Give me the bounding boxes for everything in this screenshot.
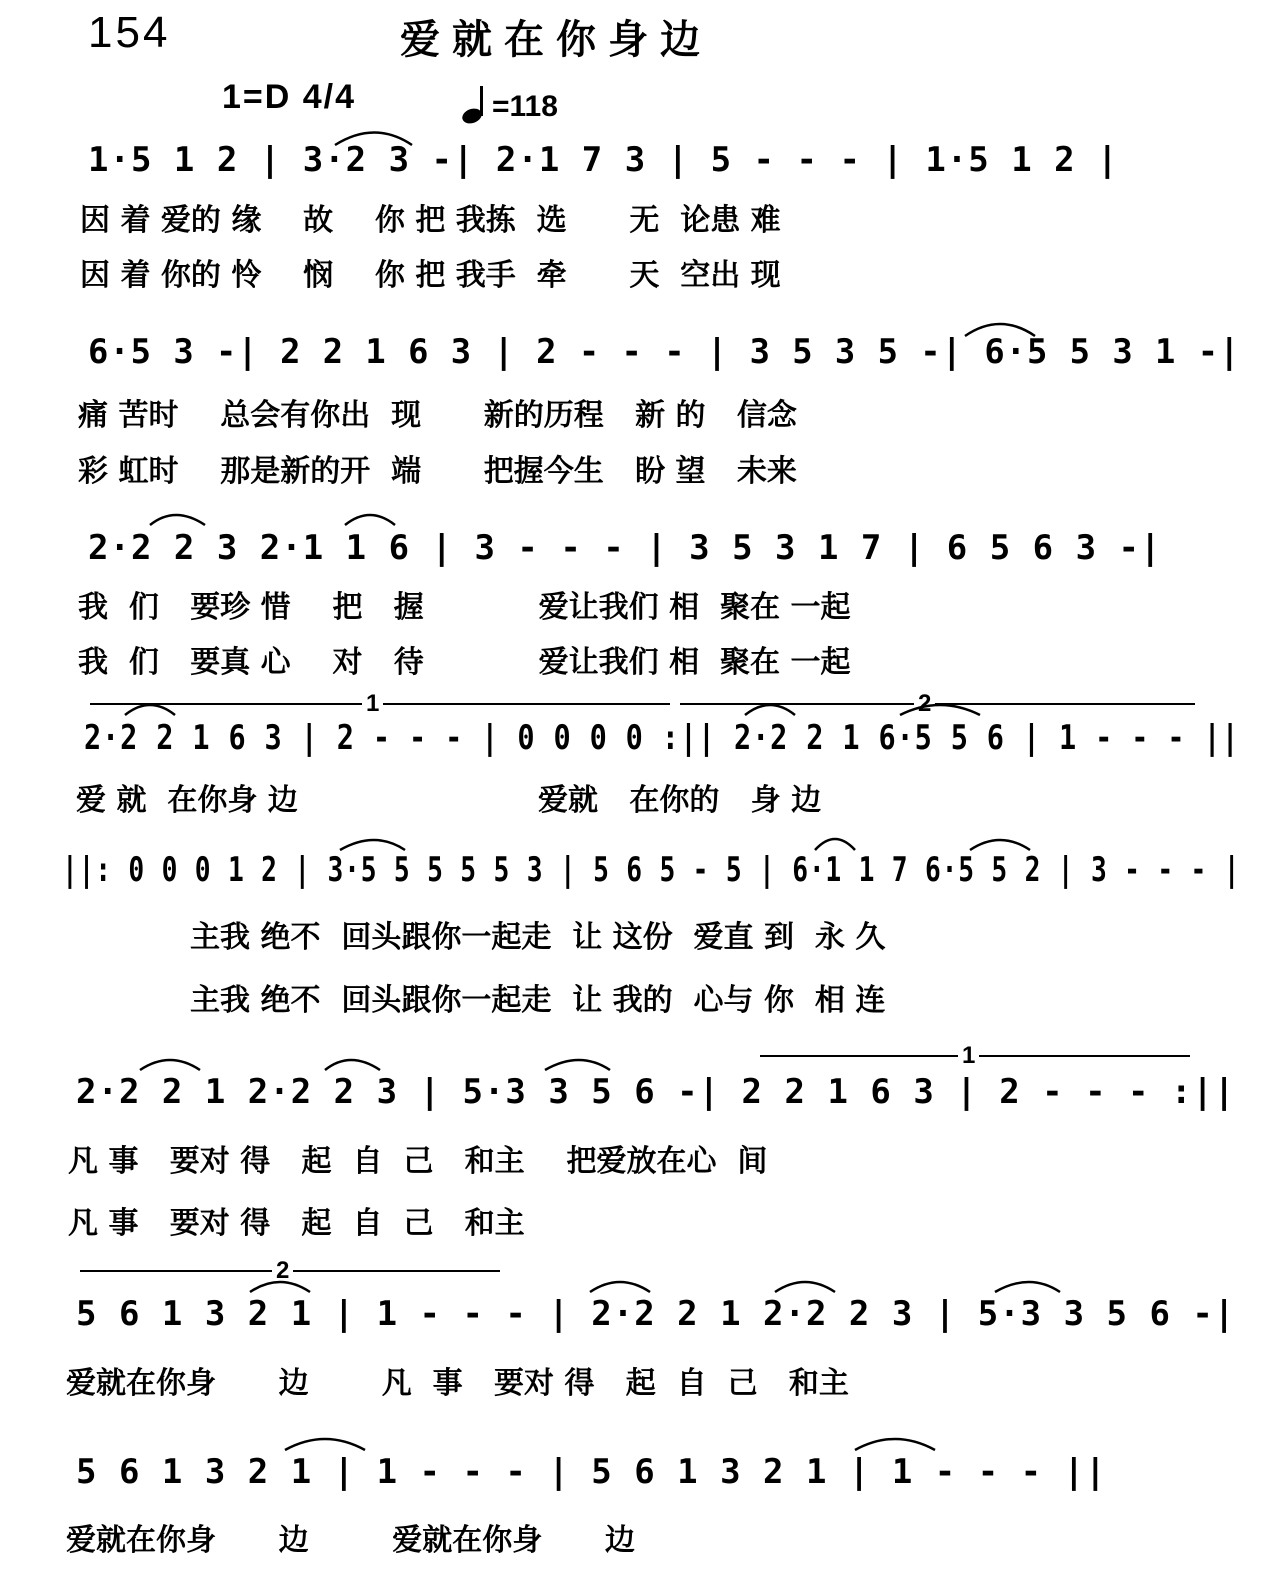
tempo-value: =118 [492, 90, 558, 123]
slur-mark [815, 839, 855, 850]
slur-mark [745, 705, 795, 715]
lyric-line-6-verse-1: 凡 事 要对 得 起 自 己 和主 把爱放在心 间 [68, 1144, 768, 1179]
lyric-line-7-verse-1: 爱就在你身 边 凡 事 要对 得 起 自 己 和主 [66, 1366, 849, 1401]
slur-mark [150, 515, 205, 525]
slur-mark [340, 840, 405, 850]
lyric-line-1-verse-2: 因 着 你的 怜 悯 你 把 我手 牵 天 空出 现 [80, 258, 781, 293]
lyric-line-1-verse-1: 因 着 爱的 缘 故 你 把 我拣 选 无 论患 难 [80, 203, 781, 238]
lyric-line-5-verse-2: 主我 绝不 回头跟你一起走 让 我的 心与 你 相 连 [190, 983, 886, 1018]
slur-mark [970, 840, 1030, 850]
slur-mark [995, 1282, 1060, 1292]
notation-line-2: 6·5 3 -| 2 2 1 6 3 | 2 - - - | 3 5 3 5 -| 6·5 5 3 1 -| [88, 332, 1241, 372]
slur-mark [125, 705, 175, 715]
slur-mark [775, 1282, 835, 1292]
quarter-note-icon [460, 84, 492, 124]
slur-mark [855, 1439, 935, 1450]
notation-line-1: 1·5 1 2 | 3·2 3 -| 2·1 7 3 | 5 - - - | 1·5 1 2 | [88, 140, 1119, 180]
lyric-line-3-verse-1: 我 们 要珍 惜 把 握 爱让我们 相 聚在 一起 [78, 590, 851, 625]
lyric-line-5-verse-1: 主我 绝不 回头跟你一起走 让 这份 爱直 到 永 久 [190, 920, 886, 955]
slur-mark [140, 1060, 200, 1070]
volta-number-4: 2 [272, 1257, 293, 1285]
notation-line-6: 2·2 2 1 2·2 2 3 | 5·3 3 5 6 -| 2 2 1 6 3 | 2 - - - :|| [76, 1072, 1236, 1112]
lyric-line-8-verse-1: 爱就在你身 边 爱就在你身 边 [66, 1523, 635, 1558]
volta-number-2: 2 [914, 690, 935, 718]
notation-line-7: 5 6 1 3 2 1 | 1 - - - | 2·2 2 1 2·2 2 3 | 5·3 3 5 6 -| [76, 1294, 1236, 1334]
slur-mark [900, 705, 980, 715]
lyric-line-6-verse-2: 凡 事 要对 得 起 自 己 和主 [68, 1206, 525, 1241]
slur-mark [285, 1439, 365, 1450]
volta-number-3: 1 [958, 1042, 979, 1070]
lyric-line-4-verse-1: 爱 就 在你身 边 爱就 在你的 身 边 [76, 783, 822, 818]
notation-line-5: ||: 0 0 0 1 2 | 3·5 5 5 5 5 3 | 5 6 5 - 5 | 6·1 1 7 6·5 5 2 | 3 - - - | [62, 850, 1241, 890]
slur-mark [590, 1282, 650, 1292]
tempo-marking [460, 84, 558, 124]
notation-line-8: 5 6 1 3 2 1 | 1 - - - | 5 6 1 3 2 1 | 1 - - - || [76, 1452, 1107, 1492]
lyric-line-3-verse-2: 我 们 要真 心 对 待 爱让我们 相 聚在 一起 [78, 645, 851, 680]
notation-line-3: 2·2 2 3 2·1 1 6 | 3 - - - | 3 5 3 1 7 | 6 5 6 3 -| [88, 528, 1162, 568]
slur-mark [345, 515, 395, 525]
slur-mark [325, 1060, 380, 1070]
slur-mark [545, 1060, 610, 1070]
notation-line-4: 2·2 2 1 6 3 | 2 - - - | 0 0 0 0 :|| 2·2 2 1 6·5 5 6 | 1 - - - || [84, 718, 1240, 758]
lyric-line-2-verse-2: 彩 虹时 那是新的开 端 把握今生 盼 望 未来 [78, 454, 797, 489]
page-number: 154 [88, 8, 171, 57]
key-signature: 1=D 4/4 [222, 78, 357, 116]
volta-number-1: 1 [362, 690, 383, 718]
volta-bracket-2 [680, 703, 1195, 705]
lyric-line-2-verse-1: 痛 苦时 总会有你出 现 新的历程 新 的 信念 [78, 398, 797, 433]
song-title: 爱就在你身边 [400, 17, 712, 63]
